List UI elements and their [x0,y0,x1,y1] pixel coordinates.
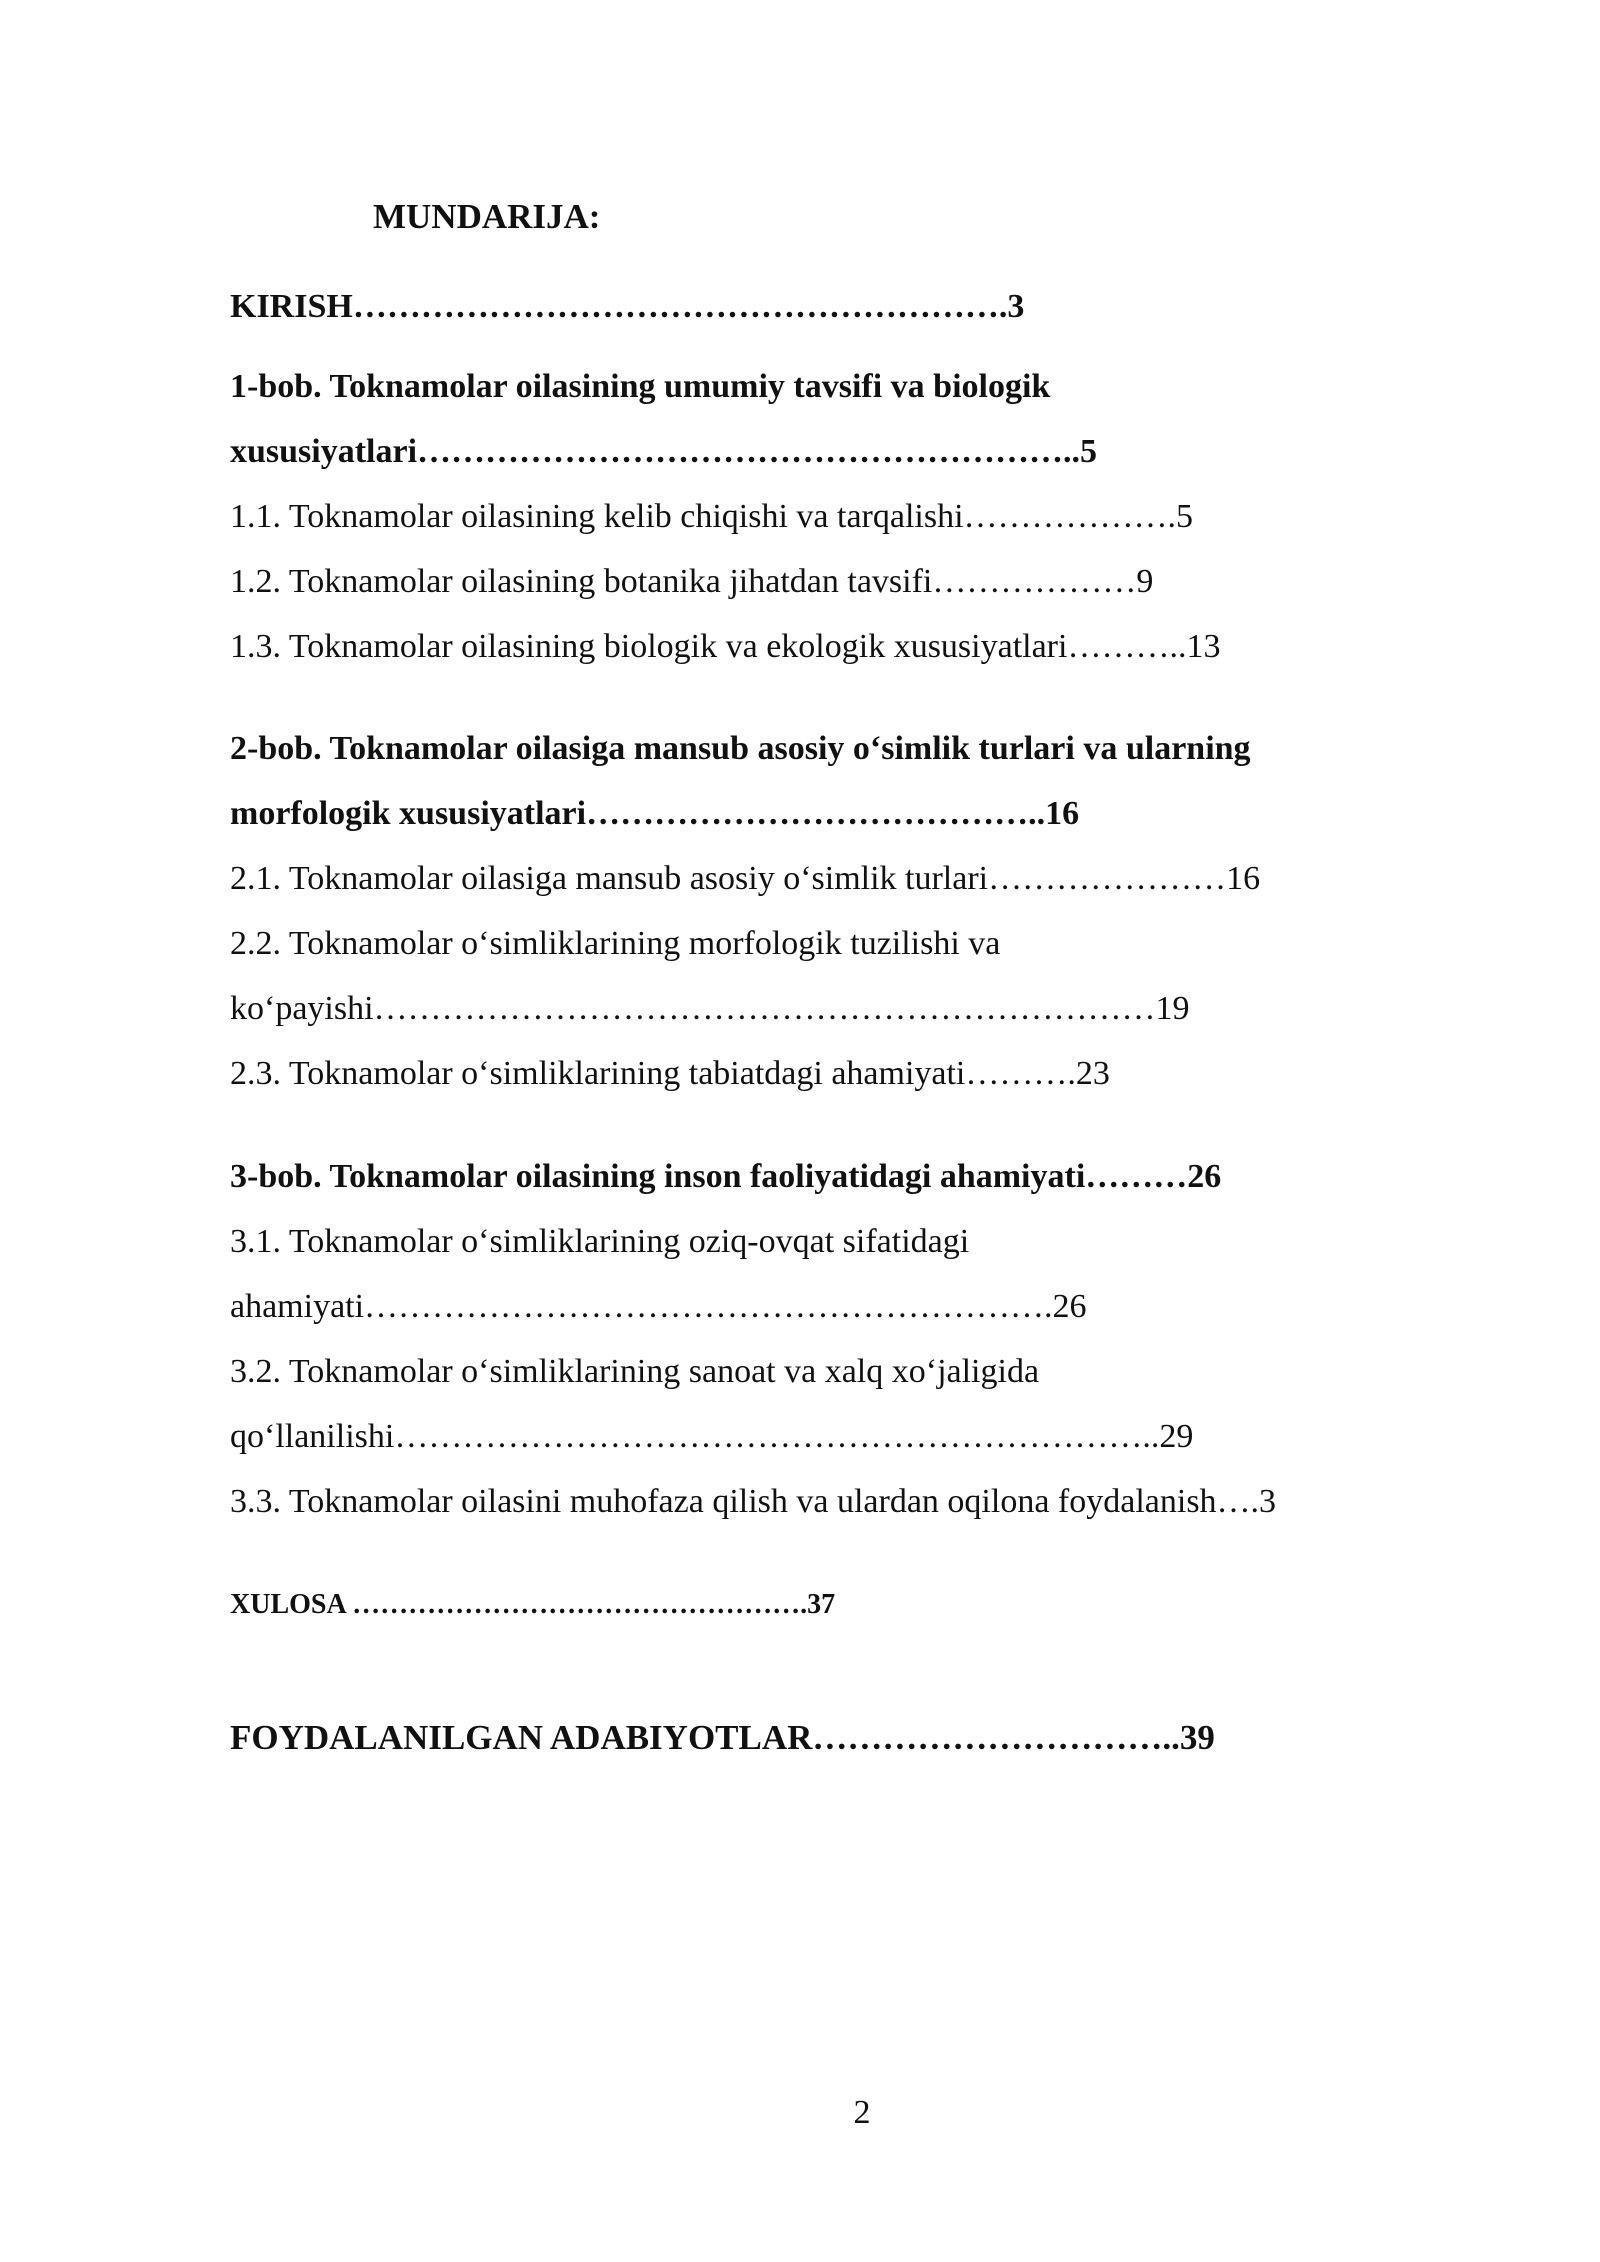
toc-section-2-3: 2.3. Toknamolar o‘simliklarining tabiatdagi ahamiyati……….23 [230,1055,1110,1092]
toc-entry-kirish: KIRISH………………………………………………….3 [230,288,1025,325]
toc-chapter-2-line-2: morfologik xususiyatlari…………………………………..16 [230,795,1080,832]
page-number: 2 [853,2094,871,2131]
toc-section-2-2-line-1: 2.2. Toknamolar o‘simliklarining morfologik tuzilishi va [230,925,1001,962]
toc-section-1-2: 1.2. Toknamolar oilasining botanika jihatdan tavsifi………………9 [230,563,1154,600]
toc-chapter-3: 3-bob. Toknamolar oilasining inson faoliyatidagi ahamiyati………26 [230,1158,1222,1195]
toc-title: MUNDARIJA: [373,197,601,236]
toc-section-3-2-line-2: qo‘llanilishi…………………………………………………………..29 [230,1418,1194,1455]
toc-section-1-1: 1.1. Toknamolar oilasining kelib chiqishi va tarqalishi……………….5 [230,498,1194,535]
toc-entry-references: FOYDALANILGAN ADABIYOTLAR…………………………..39 [230,1718,1215,1757]
toc-entry-xulosa: XULOSA ………………………………………….37 [230,1589,836,1620]
toc-section-3-2-line-1: 3.2. Toknamolar o‘simliklarining sanoat va xalq xo‘jaligida [230,1353,1040,1390]
toc-chapter-1-line-2: xususiyatlari…………………………………………………..5 [230,433,1098,470]
toc-section-3-1-line-1: 3.1. Toknamolar o‘simliklarining oziq-ovqat sifatidagi [230,1223,970,1260]
toc-section-3-3: 3.3. Toknamolar oilasini muhofaza qilish va ulardan oqilona foydalanish….3 [230,1483,1277,1520]
toc-section-2-2-line-2: ko‘payishi……………………………………………………………19 [230,990,1190,1027]
toc-chapter-1-line-1: 1-bob. Toknamolar oilasining umumiy tavsifi va biologik [230,368,1051,405]
toc-chapter-2-line-1: 2-bob. Toknamolar oilasiga mansub asosiy o‘simlik turlari va ularning [230,730,1251,767]
toc-section-3-1-line-2: ahamiyati…………………………………………………….26 [230,1288,1087,1325]
toc-section-1-3: 1.3. Toknamolar oilasining biologik va ekologik xususiyatlari………..13 [230,628,1221,665]
toc-section-2-1: 2.1. Toknamolar oilasiga mansub asosiy o‘simlik turlari…………………16 [230,860,1261,897]
